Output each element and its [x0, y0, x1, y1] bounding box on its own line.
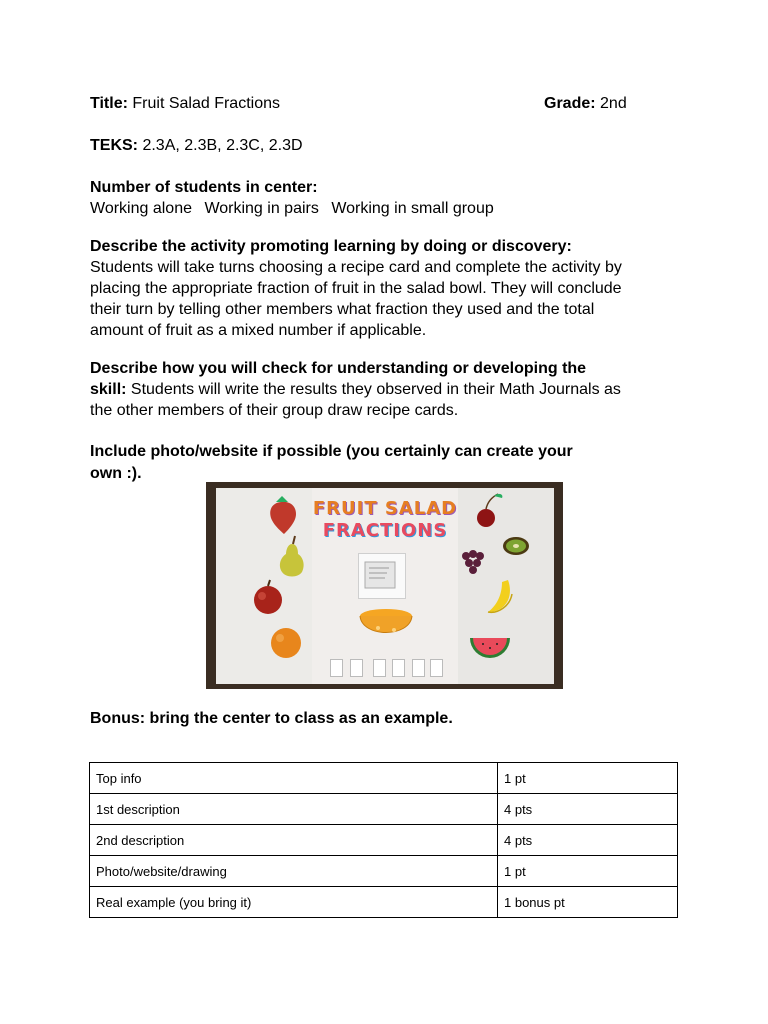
rubric-table: [89, 762, 678, 918]
table-row: [90, 794, 678, 825]
salad-bowl-icon: [358, 608, 414, 648]
strawberry-icon: [270, 502, 296, 534]
orange-icon: [271, 628, 301, 658]
activity-line-1: Students will take turns choosing a recipe card and complete the activity by: [90, 259, 622, 276]
option-pairs: Working in pairs: [204, 200, 319, 217]
teks-label: TEKS:: [90, 137, 138, 154]
check-heading-text: Describe how you will check for understanding or developing the: [90, 360, 587, 377]
option-alone: Working alone: [90, 200, 192, 217]
apple-icon: [254, 586, 282, 614]
board-title: [312, 498, 458, 542]
right-fruits: [458, 488, 554, 684]
title-line: [90, 93, 280, 114]
left-fruits: [216, 488, 312, 684]
title-label: Title:: [90, 95, 128, 112]
banana-icon: [488, 580, 510, 612]
photo-heading-text-2: own :).: [90, 465, 142, 482]
rubric-item: Photo/website/drawing: [90, 856, 498, 887]
grapes-icon: [462, 550, 484, 574]
rubric-points: 4 pts: [498, 794, 678, 825]
left-panel: [216, 488, 312, 684]
activity-line-3: their turn by telling other members what fraction they used and the total: [90, 301, 595, 318]
board-title-line-1: FRUIT SALAD: [312, 498, 458, 519]
activity-line-2: placing the appropriate fraction of fruit in the salad bowl. They will conclude: [90, 280, 622, 297]
teks-value: 2.3A, 2.3B, 2.3C, 2.3D: [142, 137, 303, 154]
check-heading: [90, 358, 586, 379]
title-value: Fruit Salad Fractions: [132, 95, 280, 112]
photo-heading-2: [90, 463, 142, 484]
cherry-icon: [477, 509, 495, 527]
bonus-line: [90, 708, 453, 729]
rubric-item: Real example (you bring it): [90, 887, 498, 918]
pear-icon: [280, 544, 304, 577]
rubric-item: 1st description: [90, 794, 498, 825]
students-label: Number of students in center:: [90, 179, 318, 196]
rubric-item: Top info: [90, 763, 498, 794]
table-row: [90, 763, 678, 794]
rubric-points: 1 bonus pt: [498, 887, 678, 918]
photo-heading-1: [90, 441, 573, 462]
option-small-group: Working in small group: [331, 200, 494, 217]
rubric-points: 1 pt: [498, 856, 678, 887]
rubric-points: 1 pt: [498, 763, 678, 794]
activity-heading: [90, 236, 572, 257]
rubric-points: 4 pts: [498, 825, 678, 856]
activity-line-4: amount of fruit as a mixed number if applicable.: [90, 322, 427, 339]
check-line-2-text: Students will write the results they observed in their Math Journals as: [126, 381, 621, 398]
photo-heading-text-1: Include photo/website if possible (you certainly can create your: [90, 443, 573, 460]
right-panel: [458, 488, 554, 684]
board-title-line-2: FRACTIONS: [322, 520, 448, 541]
grade-value: 2nd: [600, 95, 627, 112]
check-line-3: the other members of their group draw recipe cards.: [90, 402, 459, 419]
activity-heading-text: Describe the activity promoting learning by doing or discovery:: [90, 238, 572, 255]
grade-label: Grade:: [544, 95, 596, 112]
recipe-card-packet: [358, 553, 406, 599]
center-photo: [206, 482, 563, 689]
table-row: [90, 856, 678, 887]
teks-line: [90, 135, 303, 156]
rubric-item: 2nd description: [90, 825, 498, 856]
check-line-2: [90, 379, 621, 400]
table-row: [90, 825, 678, 856]
bonus-text: Bonus: bring the center to class as an example.: [90, 710, 453, 727]
table-row: [90, 887, 678, 918]
trifold-board: [216, 488, 554, 684]
students-options: [90, 198, 494, 219]
check-skill-label: skill:: [90, 381, 127, 398]
grade-line: [544, 93, 627, 114]
students-heading: [90, 177, 318, 198]
